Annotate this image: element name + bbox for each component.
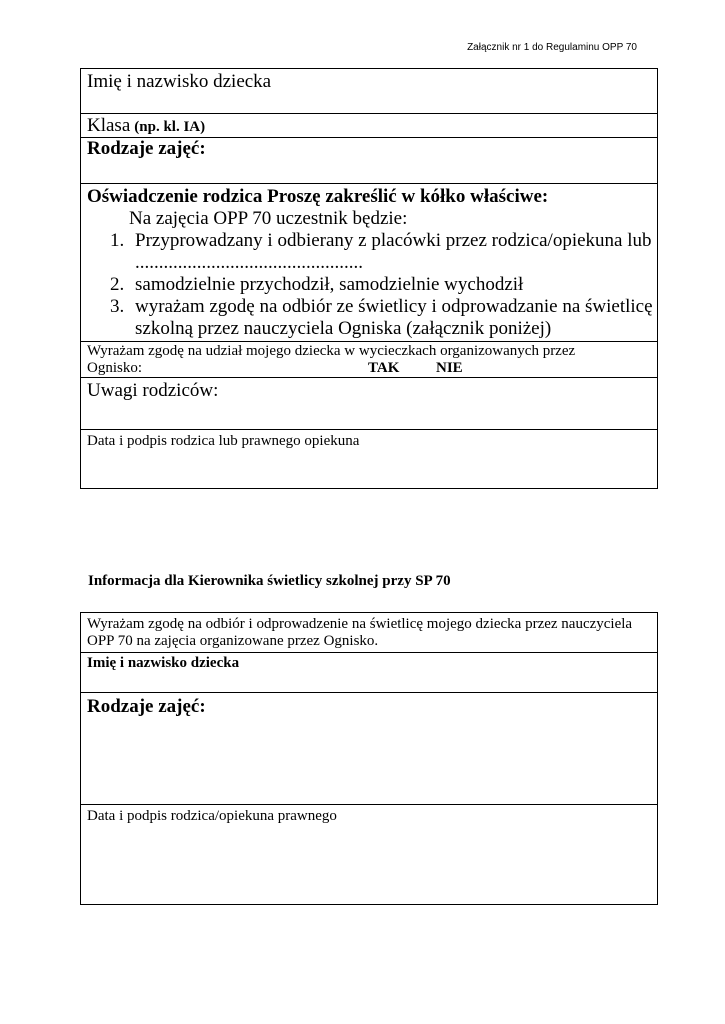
parent-remarks-label: Uwagi rodziców: xyxy=(87,380,219,401)
signature-field-2[interactable] xyxy=(81,805,658,905)
parent-statement-heading: Oświadczenie rodzica Proszę zakreślić w kółko właściwe: xyxy=(87,186,549,207)
trips-consent-cell xyxy=(81,342,658,378)
child-name-field[interactable] xyxy=(81,69,658,114)
option-teacher-escort[interactable]: 3. wyrażam zgodę na odbiór ze świetlicy i odprowadzanie na świetlicę szkolną przez nauczyciela Ogniska (załącznik poniżej) xyxy=(129,296,657,340)
activity-type-label-2: Rodzaje zajęć: xyxy=(87,696,206,717)
signature-label-2: Data i podpis rodzica/opiekuna prawnego xyxy=(87,808,337,824)
yes-option[interactable]: TAK xyxy=(368,360,400,376)
class-label: Klasa xyxy=(87,115,131,136)
after-school-info-form xyxy=(80,612,658,905)
class-field[interactable] xyxy=(81,114,658,138)
parent-declaration-form xyxy=(80,68,658,489)
activity-type-label: Rodzaje zajęć: xyxy=(87,138,206,159)
parent-remarks-field[interactable] xyxy=(81,378,658,430)
parent-statement-cell xyxy=(81,184,658,342)
child-name-label: Imię i nazwisko dziecka xyxy=(87,71,272,92)
attachment-note: Załącznik nr 1 do Regulaminu OPP 70 xyxy=(467,42,637,53)
child-name-label-2: Imię i nazwisko dziecka xyxy=(87,655,240,671)
trips-consent-ognisko: Ognisko: xyxy=(87,360,143,376)
child-name-field-2[interactable] xyxy=(81,653,658,693)
activity-type-field-2[interactable] xyxy=(81,693,658,805)
activity-type-field[interactable] xyxy=(81,138,658,184)
section-title: Informacja dla Kierownika świetlicy szkolnej przy SP 70 xyxy=(88,573,451,589)
class-hint: (np. kl. IA) xyxy=(134,119,206,135)
trips-consent-text: Wyrażam zgodę na udział mojego dziecka w wycieczkach organizowanych przez xyxy=(87,343,576,359)
signature-label: Data i podpis rodzica lub prawnego opiekuna xyxy=(87,433,360,449)
signature-field[interactable] xyxy=(81,430,658,489)
option-independent[interactable]: 2. samodzielnie przychodził, samodzielnie wychodził xyxy=(129,274,657,296)
attendance-options xyxy=(87,230,657,340)
option-escorted[interactable]: 1. Przyprowadzany i odbierany z placówki przez rodzica/opiekuna lub ................................................ xyxy=(129,230,657,274)
escort-consent-text: Wyrażam zgodę na odbiór i odprowadzenie na świetlicę mojego dziecka przez nauczyciela OPP 70 na zajęcia organizowane przez Ognisko. xyxy=(87,616,633,649)
participant-intro: Na zajęcia OPP 70 uczestnik będzie: xyxy=(129,208,408,229)
no-option[interactable]: NIE xyxy=(436,360,463,376)
escort-consent-cell xyxy=(81,613,658,653)
